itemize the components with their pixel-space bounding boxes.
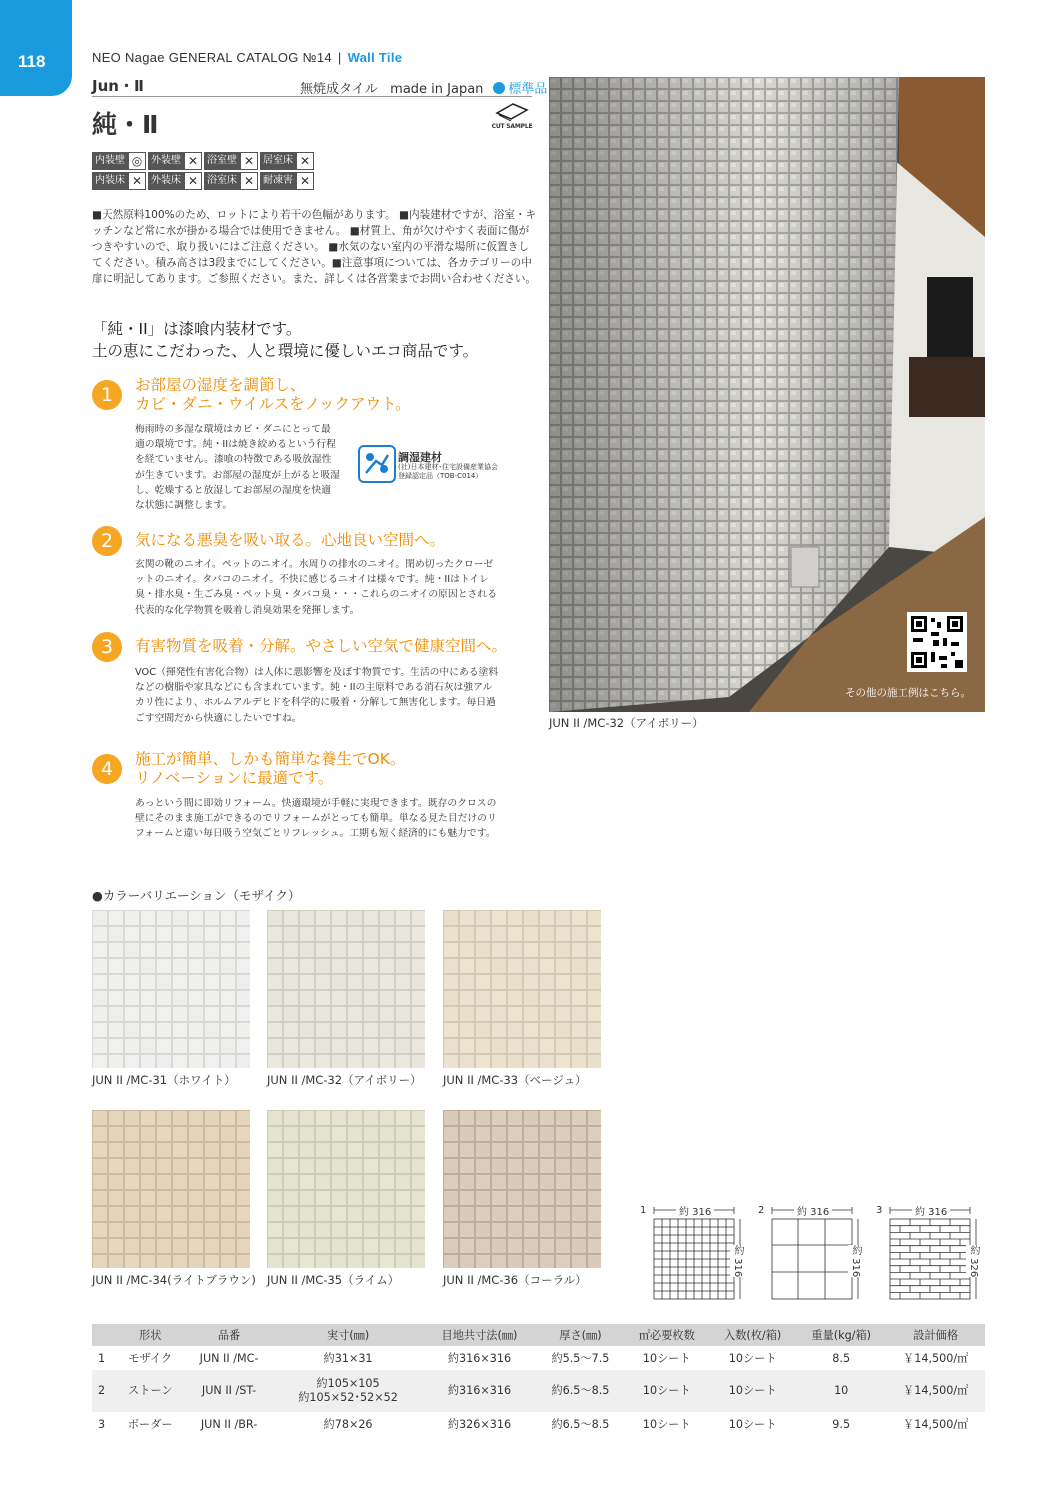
humidity-control-mark-icon (358, 445, 396, 483)
usage-mark: ✕ (296, 172, 314, 190)
usage-row (92, 152, 332, 170)
swatch-caption: JUN II /MC-34(ライトブラウン) (92, 1273, 256, 1287)
spec-cell: JUN II /BR- (200, 1417, 258, 1431)
spec-cell: ボーダー (127, 1418, 173, 1431)
variations-title: ●カラーバリエーション（モザイク） (92, 888, 301, 903)
color-swatch (443, 1110, 601, 1268)
usage-item (204, 152, 258, 170)
feature-heading-3: 有害物質を吸着・分解。やさしい空気で健康空間へ。 (135, 637, 508, 655)
usage-item (148, 152, 202, 170)
spec-cell: 約316×316 (422, 1370, 536, 1412)
usage-label: 浴室壁 (204, 152, 240, 170)
usage-label: 居室床 (260, 152, 296, 170)
swatch-tile-pattern (443, 1110, 601, 1268)
spec-cell: JUN II /ST- (185, 1370, 274, 1412)
diagram-3-width: 約 316 (912, 1203, 950, 1218)
usage-mark: ✕ (184, 152, 202, 170)
product-name-en: Jun・Ⅱ (92, 77, 144, 95)
spec-cell: 10シート (728, 1418, 777, 1431)
usage-table (92, 152, 332, 192)
spec-cell: 約316×316 (447, 1352, 512, 1365)
product-meta (300, 78, 547, 97)
header-separator: | (337, 50, 342, 65)
spec-cell: ￥14,500/㎡ (903, 1418, 969, 1431)
feature-body-1: 梅雨時の多湿な環境はカビ・ダニにとって最適の環境です。純・IIは焼き絞めるという行程を経ていません。漆喰の特徴である吸放湿性が生きています。お部屋の湿度が上がると吸湿し、乾燥すると放湿してお部屋の湿度を快適な状態に調整します。 (135, 424, 340, 512)
usage-item (148, 172, 202, 190)
page-tab (0, 0, 72, 96)
material-label: 無焼成タイル (300, 82, 378, 97)
feature-heading-line: カビ・ダニ・ウイルスをノックアウト。 (135, 395, 411, 413)
spec-cell: 10シート (624, 1370, 709, 1412)
feature-heading-line: お部屋の湿度を調節し、 (135, 376, 306, 394)
cut-sample-icon (493, 101, 531, 121)
feature-body-3: VOC（揮発性有害化合物）は人体に悪影響を及ぼす物質です。生活の中にある塗料などの樹脂や家具などにも含まれています。純・IIの主原料である消石灰は強アルカリ性により、ホルムアルデヒドを科学的に吸着・分解して無害化します。毎日過ごす空間だから快適にしたいですね。 (135, 667, 499, 724)
color-swatch (92, 910, 250, 1068)
feature-heading-line: 施工が簡単、しかも簡単な養生でOK。 (135, 750, 406, 768)
spec-header-cell: 目地共寸法(㎜) (422, 1324, 536, 1346)
certification-title: 調湿建材 (398, 451, 442, 464)
feature-body-2: 玄関の靴のニオイ。ペットのニオイ。水周りの排水のニオイ。閉め切ったクローゼットのニオイ。タバコのニオイ。不快に感じるニオイは様々です。純・IIはトイレ臭・排水臭・生ごみ臭・ペット臭・タバコ臭・・・これらのニオイの原因とされる代表的な化学物質を吸着し消臭効果を発揮します。 (135, 559, 497, 616)
swatch-caption: JUN II /MC-32（アイボリー） (267, 1073, 422, 1087)
usage-mark: ✕ (240, 152, 258, 170)
spec-cell: 約6.5～8.5 (537, 1370, 625, 1412)
usage-mark: ✕ (184, 172, 202, 190)
spec-header-cell: 厚さ(㎜) (537, 1324, 625, 1346)
spec-header-cell: ㎡必要枚数 (624, 1324, 709, 1346)
usage-item (260, 152, 314, 170)
spec-cell: 10 (796, 1370, 886, 1412)
swatch-caption: JUN II /MC-33（ベージュ） (443, 1073, 587, 1087)
feature-heading-2: 気になる悪臭を吸い取る。心地良い空間へ。 (135, 531, 446, 549)
diagram-2-width: 約 316 (794, 1203, 832, 1218)
feature-number-2: 2 (92, 526, 122, 556)
size-diagrams (640, 1205, 985, 1305)
spec-cell: ￥14,500/㎡ (903, 1352, 969, 1365)
swatch-tile-pattern (443, 910, 601, 1068)
feature-number-4: 4 (92, 754, 122, 784)
spec-cell: 約31×31 (323, 1352, 373, 1365)
lead-line-2: 土の恵にこだわった、人と環境に優しいエコ商品です。 (92, 342, 479, 360)
color-swatch (267, 910, 425, 1068)
spec-cell: 8.5 (832, 1351, 851, 1365)
certification-org: (社)日本建材･住宅設備産業協会 (398, 463, 498, 471)
lead-line-1: 「純・II」は漆喰内装材です。 (92, 320, 302, 338)
spec-row (92, 1412, 985, 1436)
feature-heading-line: リノベーションに最適です。 (135, 769, 334, 787)
spec-header-cell: 入数(枚/箱) (709, 1324, 796, 1346)
spec-header-cell: 実寸(㎜) (274, 1324, 423, 1346)
cut-sample-label: CUT SAMPLE (491, 123, 533, 130)
qr-code[interactable] (907, 612, 967, 672)
usage-item (92, 152, 146, 170)
catalog-header (92, 50, 402, 65)
spec-cell: 10シート (728, 1352, 777, 1365)
diagram-2-num: 2 (758, 1205, 765, 1216)
swatch-tile-pattern (267, 910, 425, 1068)
certification-code: 登録認定品（TOB-C014） (398, 472, 483, 480)
page-number: 118 (18, 52, 46, 71)
spec-cell: ストーン (116, 1370, 185, 1412)
spec-row (92, 1370, 985, 1412)
swatch-caption: JUN II /MC-35（ライム） (267, 1273, 400, 1287)
category-label: Wall Tile (347, 50, 403, 65)
cut-sample (490, 101, 534, 130)
usage-label: 内装床 (92, 172, 128, 190)
diagram-3-num: 3 (876, 1205, 883, 1216)
photo-caption: JUN II /MC-32（アイボリー） (549, 716, 704, 730)
spec-cell: 3 (98, 1417, 106, 1431)
usage-mark: ✕ (240, 172, 258, 190)
usage-mark: ◎ (128, 152, 146, 170)
spec-cell: JUN II /MC- (199, 1351, 259, 1365)
lead-text (92, 318, 542, 362)
diagram-3-height: 約 326 (968, 1245, 979, 1278)
usage-label: 外装床 (148, 172, 184, 190)
usage-label: 耐凍害 (260, 172, 296, 190)
color-swatch (267, 1110, 425, 1268)
standard-dot-icon (493, 82, 505, 94)
swatch-tile-pattern (92, 1110, 250, 1268)
feature-heading-4 (135, 750, 405, 788)
diagram-1-width: 約 316 (676, 1203, 714, 1218)
notes: ■天然原料100%のため、ロットにより若干の色幅があります。 ■内装建材ですが、浴室・キッチンなど常に水が掛かる場合では使用できません。 ■材質上、角が欠けやすく表面に傷がつきやすいので、取り扱いにはご注意ください。 ■水気のない室内の平滑な場所に仮置きしてください。積み高さは3段までにしてください。■注意事項については、各カテゴリーの中扉に明記してあります。ご参照ください。また、詳しくは各営業までお問い合わせください。 (92, 209, 537, 285)
spec-cell: ￥14,500/㎡ (886, 1370, 985, 1412)
spec-cell: モザイク (128, 1352, 173, 1365)
spec-cell: 9.5 (832, 1417, 851, 1431)
feature-body-4: あっという間に即効リフォーム。快適環境が手軽に実現できます。既存のクロスの壁にそのまま施工ができるのでリフォームがとっても簡単。単なる見た目だけのリフォームと違い毎日吸う空気ごとリフレッシュ。工期も短く経済的にも魅力です。 (135, 798, 497, 840)
swatch-tile-pattern (267, 1110, 425, 1268)
usage-label: 内装壁 (92, 152, 128, 170)
made-in-label: made in Japan (390, 82, 484, 97)
swatch-tile-pattern (92, 910, 250, 1068)
spec-cell: 約326×316 (447, 1418, 512, 1431)
usage-label: 外装壁 (148, 152, 184, 170)
spec-cell: 約78×26 (323, 1418, 373, 1431)
spec-header-cell: 設計価格 (886, 1324, 985, 1346)
spec-cell: 10シート (642, 1352, 691, 1365)
swatch-caption: JUN II /MC-31（ホワイト） (92, 1073, 236, 1087)
usage-item (260, 172, 314, 190)
swatch-caption: JUN II /MC-36（コーラル） (443, 1273, 587, 1287)
spec-cell: 約5.5～7.5 (551, 1352, 610, 1365)
spec-cell: 10シート (709, 1370, 796, 1412)
spec-cell: 10シート (642, 1418, 691, 1431)
color-swatch (92, 1110, 250, 1268)
standard-label: 標準品 (508, 82, 548, 97)
spec-cell: 約6.5～8.5 (551, 1418, 610, 1431)
spec-cell: 1 (98, 1351, 106, 1365)
qr-note: その他の施工例はこちら。 (845, 687, 971, 699)
usage-row (92, 172, 332, 190)
qr-code-icon (907, 612, 967, 672)
spec-table (92, 1324, 985, 1436)
spec-cell: 2 (92, 1370, 116, 1412)
spec-cell-line: 約105×52･52×52 (298, 1391, 398, 1404)
diagram-1-height: 約 316 (732, 1245, 743, 1278)
diagram-2-height: 約 316 (850, 1245, 861, 1278)
usage-item (204, 172, 258, 190)
certification-sub (398, 463, 528, 481)
feature-heading-1 (135, 376, 411, 414)
spec-row (92, 1346, 985, 1370)
usage-label: 浴室床 (204, 172, 240, 190)
spec-header-cell: 形状 (116, 1324, 185, 1346)
spec-table-header (92, 1324, 985, 1346)
feature-number-1: 1 (92, 380, 122, 410)
usage-mark: ✕ (296, 152, 314, 170)
spec-header-cell: 品番 (185, 1324, 274, 1346)
spec-cell (274, 1370, 423, 1412)
usage-mark: ✕ (128, 172, 146, 190)
spec-cell-line: 約105×105 (316, 1377, 380, 1390)
usage-item (92, 172, 146, 190)
product-name-jp: 純・Ⅱ (92, 110, 159, 139)
feature-number-3: 3 (92, 632, 122, 662)
catalog-title: NEO Nagae GENERAL CATALOG №14 (92, 50, 332, 65)
spec-header-cell (92, 1324, 116, 1346)
diagram-1-num: 1 (640, 1205, 647, 1216)
size-diagram-graphic (640, 1205, 985, 1305)
color-swatch (443, 910, 601, 1068)
spec-header-cell: 重量(kg/箱) (796, 1324, 886, 1346)
